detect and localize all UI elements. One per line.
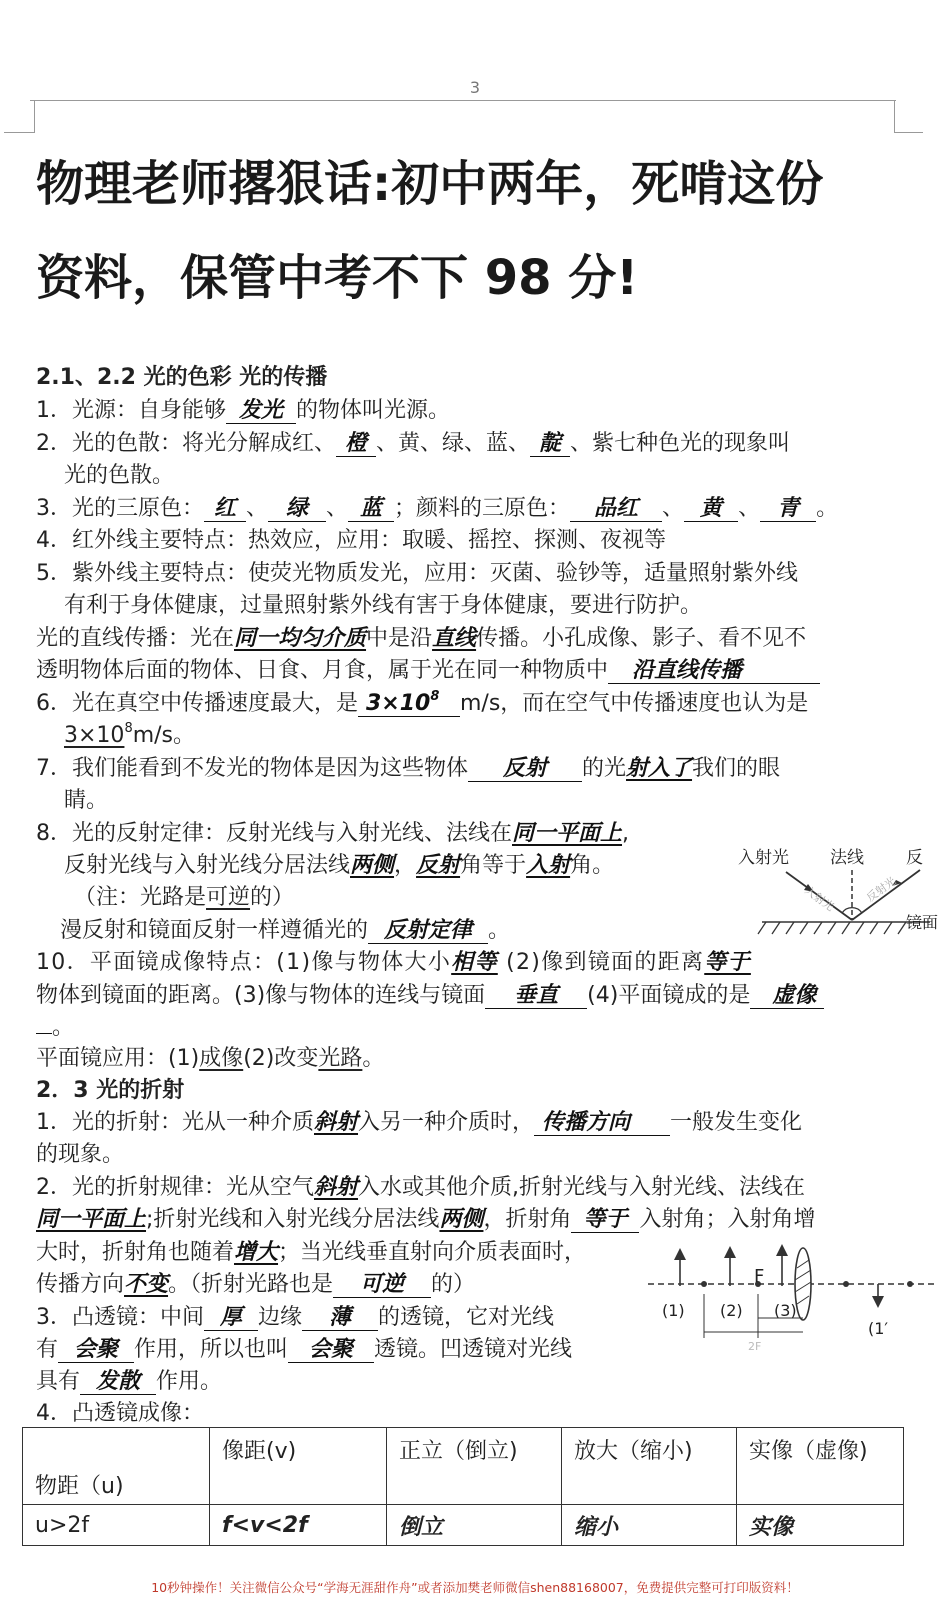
item-10-end: 。 — [36, 1015, 74, 1041]
label-r3: (3) — [774, 1301, 797, 1320]
answer: 等于 — [571, 1208, 639, 1233]
page-title-line-1: 物理老师撂狠话:初中两年，死啃这份 — [36, 156, 824, 212]
reflection-diagram — [730, 840, 950, 940]
refraction-item-3: 3．凸透镜：中间 厚 边缘 薄 的透镜，它对光线 — [36, 1305, 555, 1330]
table-header-cell: 放大（缩小) — [562, 1428, 737, 1505]
answer: 沿直线传播 — [608, 659, 820, 684]
table-header-row — [23, 1428, 904, 1505]
refraction-item-2: 2．光的折射规律：光从空气斜射入水或其他介质,折射光线与入射光线、法线在 — [36, 1175, 806, 1200]
answer: 绿 — [268, 497, 326, 522]
item-5-cont: 有利于身体健康，过量照射紫外线有害于身体健康，要进行防护。 — [64, 593, 703, 618]
answer: 两侧 — [439, 1207, 484, 1232]
header-rule — [34, 100, 896, 101]
diagram-label-mirror: 镜面 — [906, 913, 939, 932]
item-10-cont: 物体到镜面的距离。(3)像与物体的连线与镜面 垂直 (4)平面镜成的是 虚像 — [36, 983, 824, 1009]
item-7-seeing-objects: 7．我们能看到不发光的物体是因为这些物体 反射 的光射入了我们的眼 — [36, 756, 781, 781]
plane-mirror-applications: 平面镜应用：(1)成像(2)改变光路。 — [36, 1046, 385, 1071]
answer: 同一均匀介质 — [234, 626, 367, 651]
answer: 反射 — [416, 853, 461, 878]
corner-mark-right — [894, 100, 923, 133]
table-header-cell: 像距(v) — [210, 1428, 387, 1505]
diagram-label-reflected: 反 — [906, 848, 923, 868]
answer: 会聚 — [288, 1338, 374, 1363]
answer: 射入了 — [626, 756, 693, 781]
answer: 可逆 — [333, 1273, 431, 1298]
answer: 品红 — [570, 497, 662, 522]
answer: 斜射 — [314, 1110, 359, 1135]
answer: 不变 — [124, 1272, 169, 1297]
answer: 垂直 — [485, 984, 587, 1009]
page-number: 3 — [469, 78, 481, 97]
section-heading-light: 2.1、2.2 光的色彩 光的传播 — [36, 365, 328, 390]
answer: 虚像 — [750, 984, 824, 1009]
answer: 入射 — [526, 853, 571, 878]
answer: $3\times 10^8$ — [358, 692, 460, 717]
item-8-diffuse: 漫反射和镜面反射一样遵循光的 反射定律 。 — [60, 918, 511, 943]
item-1-light-source: 1．光源：自身能够 发光 的物体叫光源。 — [36, 398, 451, 423]
object-arrow-3 — [776, 1244, 788, 1256]
refraction-item-1: 1．光的折射：光从一种介质斜射入另一种介质时， 传播方向 一般发生变化 — [36, 1110, 803, 1135]
table-cell: 缩小 — [562, 1505, 737, 1546]
answer: 等于 — [704, 950, 751, 975]
corner-mark-left — [30, 100, 35, 133]
refraction-item-3-cont2: 具有 发散 作用。 — [36, 1369, 223, 1394]
table-header-cell: 物距（u) — [23, 1428, 210, 1505]
answer: 传播方向 — [534, 1111, 670, 1136]
section-heading-refraction: 2．3 光的折射 — [36, 1078, 185, 1103]
table-cell: 实像 — [737, 1505, 904, 1546]
straight-line-propagation: 光的直线传播：光在同一均匀介质中是沿直线传播。小孔成像、影子、看不见不 — [36, 626, 807, 651]
table-row — [23, 1505, 904, 1546]
image-arrow — [872, 1296, 884, 1308]
answer: 发光 — [226, 399, 296, 424]
refraction-item-2-cont: 同一平面上;折射光线和入射光线分居法线两侧，折射角 等于 入射角；入射角增 — [36, 1207, 816, 1232]
answer: 斜射 — [314, 1175, 359, 1200]
table-cell: f<v<2f — [210, 1505, 387, 1546]
table-header-cell: 正立（倒立) — [387, 1428, 562, 1505]
corner-mark-left-foot — [4, 132, 34, 133]
diagram-label-incident: 入射光 — [738, 848, 789, 868]
refraction-item-2-cont3: 传播方向不变。（折射光路也是 可逆 的） — [36, 1272, 476, 1297]
label-r1: (1) — [662, 1301, 685, 1320]
object-arrow-2 — [724, 1246, 736, 1258]
answer: 相等 — [451, 950, 498, 975]
refraction-item-1-cont: 的现象。 — [36, 1142, 125, 1167]
refraction-item-3-cont: 有 会聚 作用，所以也叫 会聚 透镜。凹透镜对光线 — [36, 1337, 573, 1362]
item-3-primary-colors: 3．光的三原色： 红 、 绿 、 蓝 ；颜料的三原色： 品红 、 黄 、 青 。 — [36, 496, 839, 521]
answer: 同一平面上 — [36, 1207, 147, 1232]
item-8-cont: 反射光线与入射光线分居法线两侧，反射角等于入射角。 — [64, 853, 615, 878]
answer: 橙 — [336, 432, 376, 457]
page-title-line-2: 资料，保管中考不下 98 分! — [36, 250, 639, 306]
answer: 红 — [204, 497, 246, 522]
answer-blank — [36, 1033, 52, 1034]
answer: 薄 — [302, 1306, 378, 1331]
item-2-dispersion: 2．光的色散：将光分解成红、 橙 、黄、绿、蓝、 靛 、紫七种色光的现象叫 — [36, 431, 791, 456]
item-7-cont: 睛。 — [64, 788, 109, 813]
answer: 发散 — [80, 1370, 156, 1395]
table-cell: 倒立 — [387, 1505, 562, 1546]
answer: 同一平面上 — [512, 821, 623, 846]
lens-imaging-table — [22, 1427, 904, 1546]
answer: 蓝 — [348, 497, 394, 522]
answer: 反射 — [468, 757, 582, 782]
answer: 直线 — [432, 626, 477, 651]
item-6-speed-of-light: 6．光在真空中传播速度最大，是 $3\times 10^8$ m/s，而在空气中传播速度也认为是 — [36, 689, 809, 716]
object-arrow-1 — [674, 1248, 686, 1260]
diagram-ray-label-2: 反射光 — [864, 874, 899, 905]
item-8-note: （注：光路是可逆的） — [74, 885, 295, 910]
item-6-cont: $3\times 10^8m/s$。 — [64, 721, 196, 748]
item-8-reflection-law: 8．光的反射定律：反射光线与入射光线、法线在同一平面上, — [36, 821, 630, 846]
item-2-cont: 光的色散。 — [64, 463, 175, 488]
answer: 青 — [760, 497, 816, 522]
label-f: F — [754, 1266, 765, 1287]
refraction-item-2-cont2: 大时，折射角也随着增大；当光线垂直射向介质表面时， — [36, 1240, 587, 1265]
item-5-ultraviolet: 5．紫外线主要特点：使荧光物质发光，应用：灭菌、验钞等，适量照射紫外线 — [36, 561, 798, 586]
label-r4: (1′ — [868, 1319, 889, 1338]
item-10-plane-mirror: 10．平面镜成像特点：(1)像与物体大小相等 (2)像到镜面的距离等于 — [36, 950, 751, 975]
table-header-cell: 实像（虚像) — [737, 1428, 904, 1505]
label-r2: (2) — [720, 1301, 743, 1320]
footer-promo: 10秒钟操作！关注微信公众号“学海无涯甜作舟”或者添加樊老师微信shen88168007，免费提供完整可打印版资料！ — [151, 1580, 799, 1595]
answer: 靛 — [530, 432, 570, 457]
refraction-item-4: 4．凸透镜成像： — [36, 1401, 204, 1426]
label-2f: 2F — [748, 1340, 762, 1353]
diagram-label-normal: 法线 — [830, 848, 864, 868]
answer: 会聚 — [58, 1338, 134, 1363]
diagram-ray-label-1: 入射光 — [802, 883, 837, 914]
answer: 增大 — [234, 1240, 279, 1265]
answer: 厚 — [204, 1306, 258, 1331]
item-4-infrared: 4．红外线主要特点：热效应，应用：取暖、摇控、探测、夜视等 — [36, 528, 666, 553]
lens-diagram — [640, 1238, 940, 1363]
table-cell: u>2f — [23, 1505, 210, 1546]
answer: 反射定律 — [368, 919, 488, 944]
straight-line-propagation-cont: 透明物体后面的物体、日食、月食，属于光在同一种物质中 沿直线传播 — [36, 658, 820, 684]
answer: 两侧 — [350, 853, 395, 878]
answer: 黄 — [684, 497, 738, 522]
